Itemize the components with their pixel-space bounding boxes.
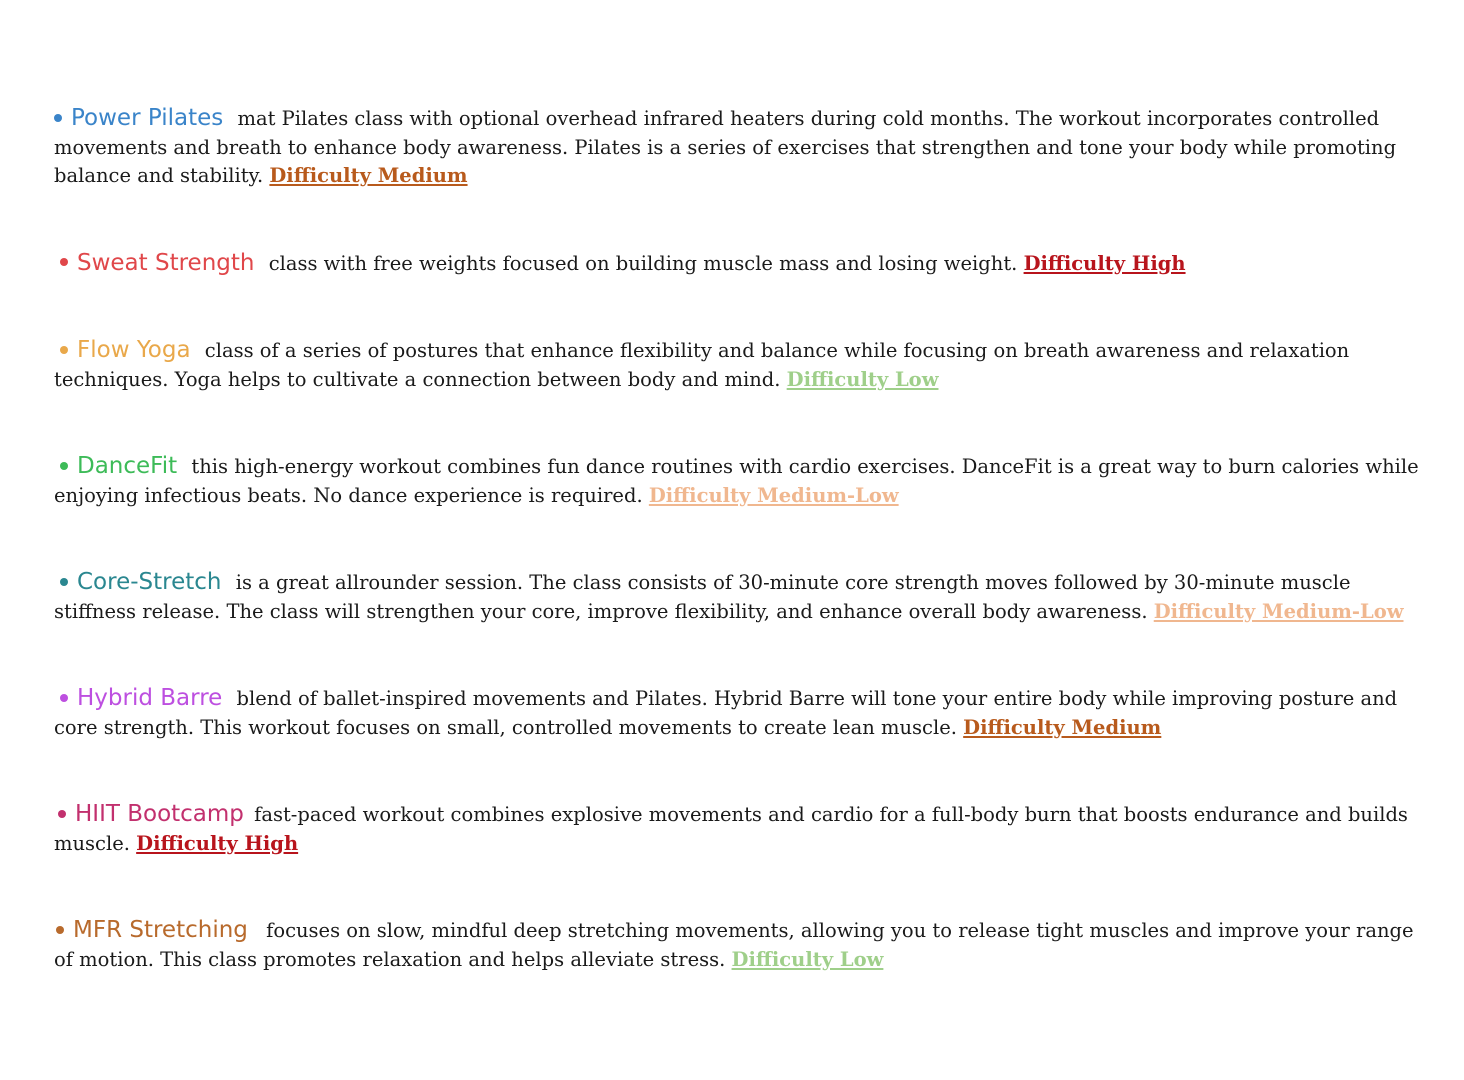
difficulty-link[interactable]: Difficulty Low — [731, 947, 884, 971]
difficulty-link[interactable]: Difficulty Medium — [269, 164, 468, 187]
class-description: fast-paced workout combines explosive movements and cardio for a full-body burn that boosts endurance and builds muscle. — [54, 803, 1408, 855]
class-entry-hybrid-barre — [54, 684, 1434, 742]
class-description: this high-energy workout combines fun dance routines with cardio exercises. DanceFit is a great way to burn calories while enjoying infectious beats. No dance experience is required. — [54, 455, 1419, 507]
class-entry-hiit-bootcamp — [54, 800, 1434, 858]
bullet-icon — [58, 810, 66, 818]
class-entry-power-pilates — [54, 104, 1434, 191]
class-title: Hybrid Barre — [77, 685, 223, 711]
class-title: Sweat Strength — [77, 249, 255, 276]
bullet-icon — [60, 694, 68, 702]
bullet-icon — [60, 462, 68, 470]
bullet-icon — [60, 346, 68, 354]
class-entry-flow-yoga — [54, 336, 1434, 394]
class-entry-dancefit — [54, 452, 1434, 510]
class-list — [54, 104, 1434, 974]
difficulty-link[interactable]: Difficulty Medium-Low — [1153, 599, 1404, 623]
bullet-icon — [60, 578, 68, 586]
difficulty-link[interactable]: Difficulty High — [1023, 251, 1186, 275]
class-description: is a great allrounder session. The class consists of 30-minute core strength moves followed by 30-minute muscle stiffness release. The class will strengthen your core, improve flexibility, and enhance overall body awareness. — [54, 571, 1351, 623]
bullet-icon — [60, 258, 68, 266]
class-description: class with free weights focused on building muscle mass and losing weight. — [268, 251, 1018, 275]
class-description: blend of ballet-inspired movements and Pilates. Hybrid Barre will tone your entire body while improving posture and core strength. This workout focuses on small, controlled movements to create lean muscle. — [54, 687, 1398, 739]
class-title: Flow Yoga — [77, 337, 191, 363]
difficulty-link[interactable]: Difficulty Medium — [963, 715, 1162, 739]
class-description: mat Pilates class with optional overhead infrared heaters during cold months. The workout incorporates controlled movements and breath to enhance body awareness. Pilates is a series of exercises that strengthen and tone your body while promoting balance and stability. — [54, 107, 1397, 187]
class-title: HIIT Bootcamp — [75, 801, 244, 827]
bullet-icon — [54, 114, 62, 122]
class-entry-sweat-strength — [54, 249, 1434, 279]
class-entry-mfr-stretching — [54, 916, 1434, 974]
difficulty-link[interactable]: Difficulty Low — [786, 367, 939, 391]
class-title: Power Pilates — [71, 105, 224, 131]
class-title: Core-Stretch — [77, 569, 222, 595]
difficulty-link[interactable]: Difficulty High — [136, 831, 299, 855]
class-title: DanceFit — [77, 453, 178, 479]
class-entry-core-stretch — [54, 568, 1434, 626]
bullet-icon — [56, 926, 64, 934]
difficulty-link[interactable]: Difficulty Medium-Low — [648, 483, 899, 507]
class-title: MFR Stretching — [73, 917, 248, 943]
class-description: focuses on slow, mindful deep stretching movements, allowing you to release tight muscles and improve your range of motion. This class promotes relaxation and helps alleviate stress. — [54, 919, 1414, 971]
class-description: class of a series of postures that enhance flexibility and balance while focusing on breath awareness and relaxation techniques. Yoga helps to cultivate a connection between body and mind. — [54, 339, 1350, 391]
